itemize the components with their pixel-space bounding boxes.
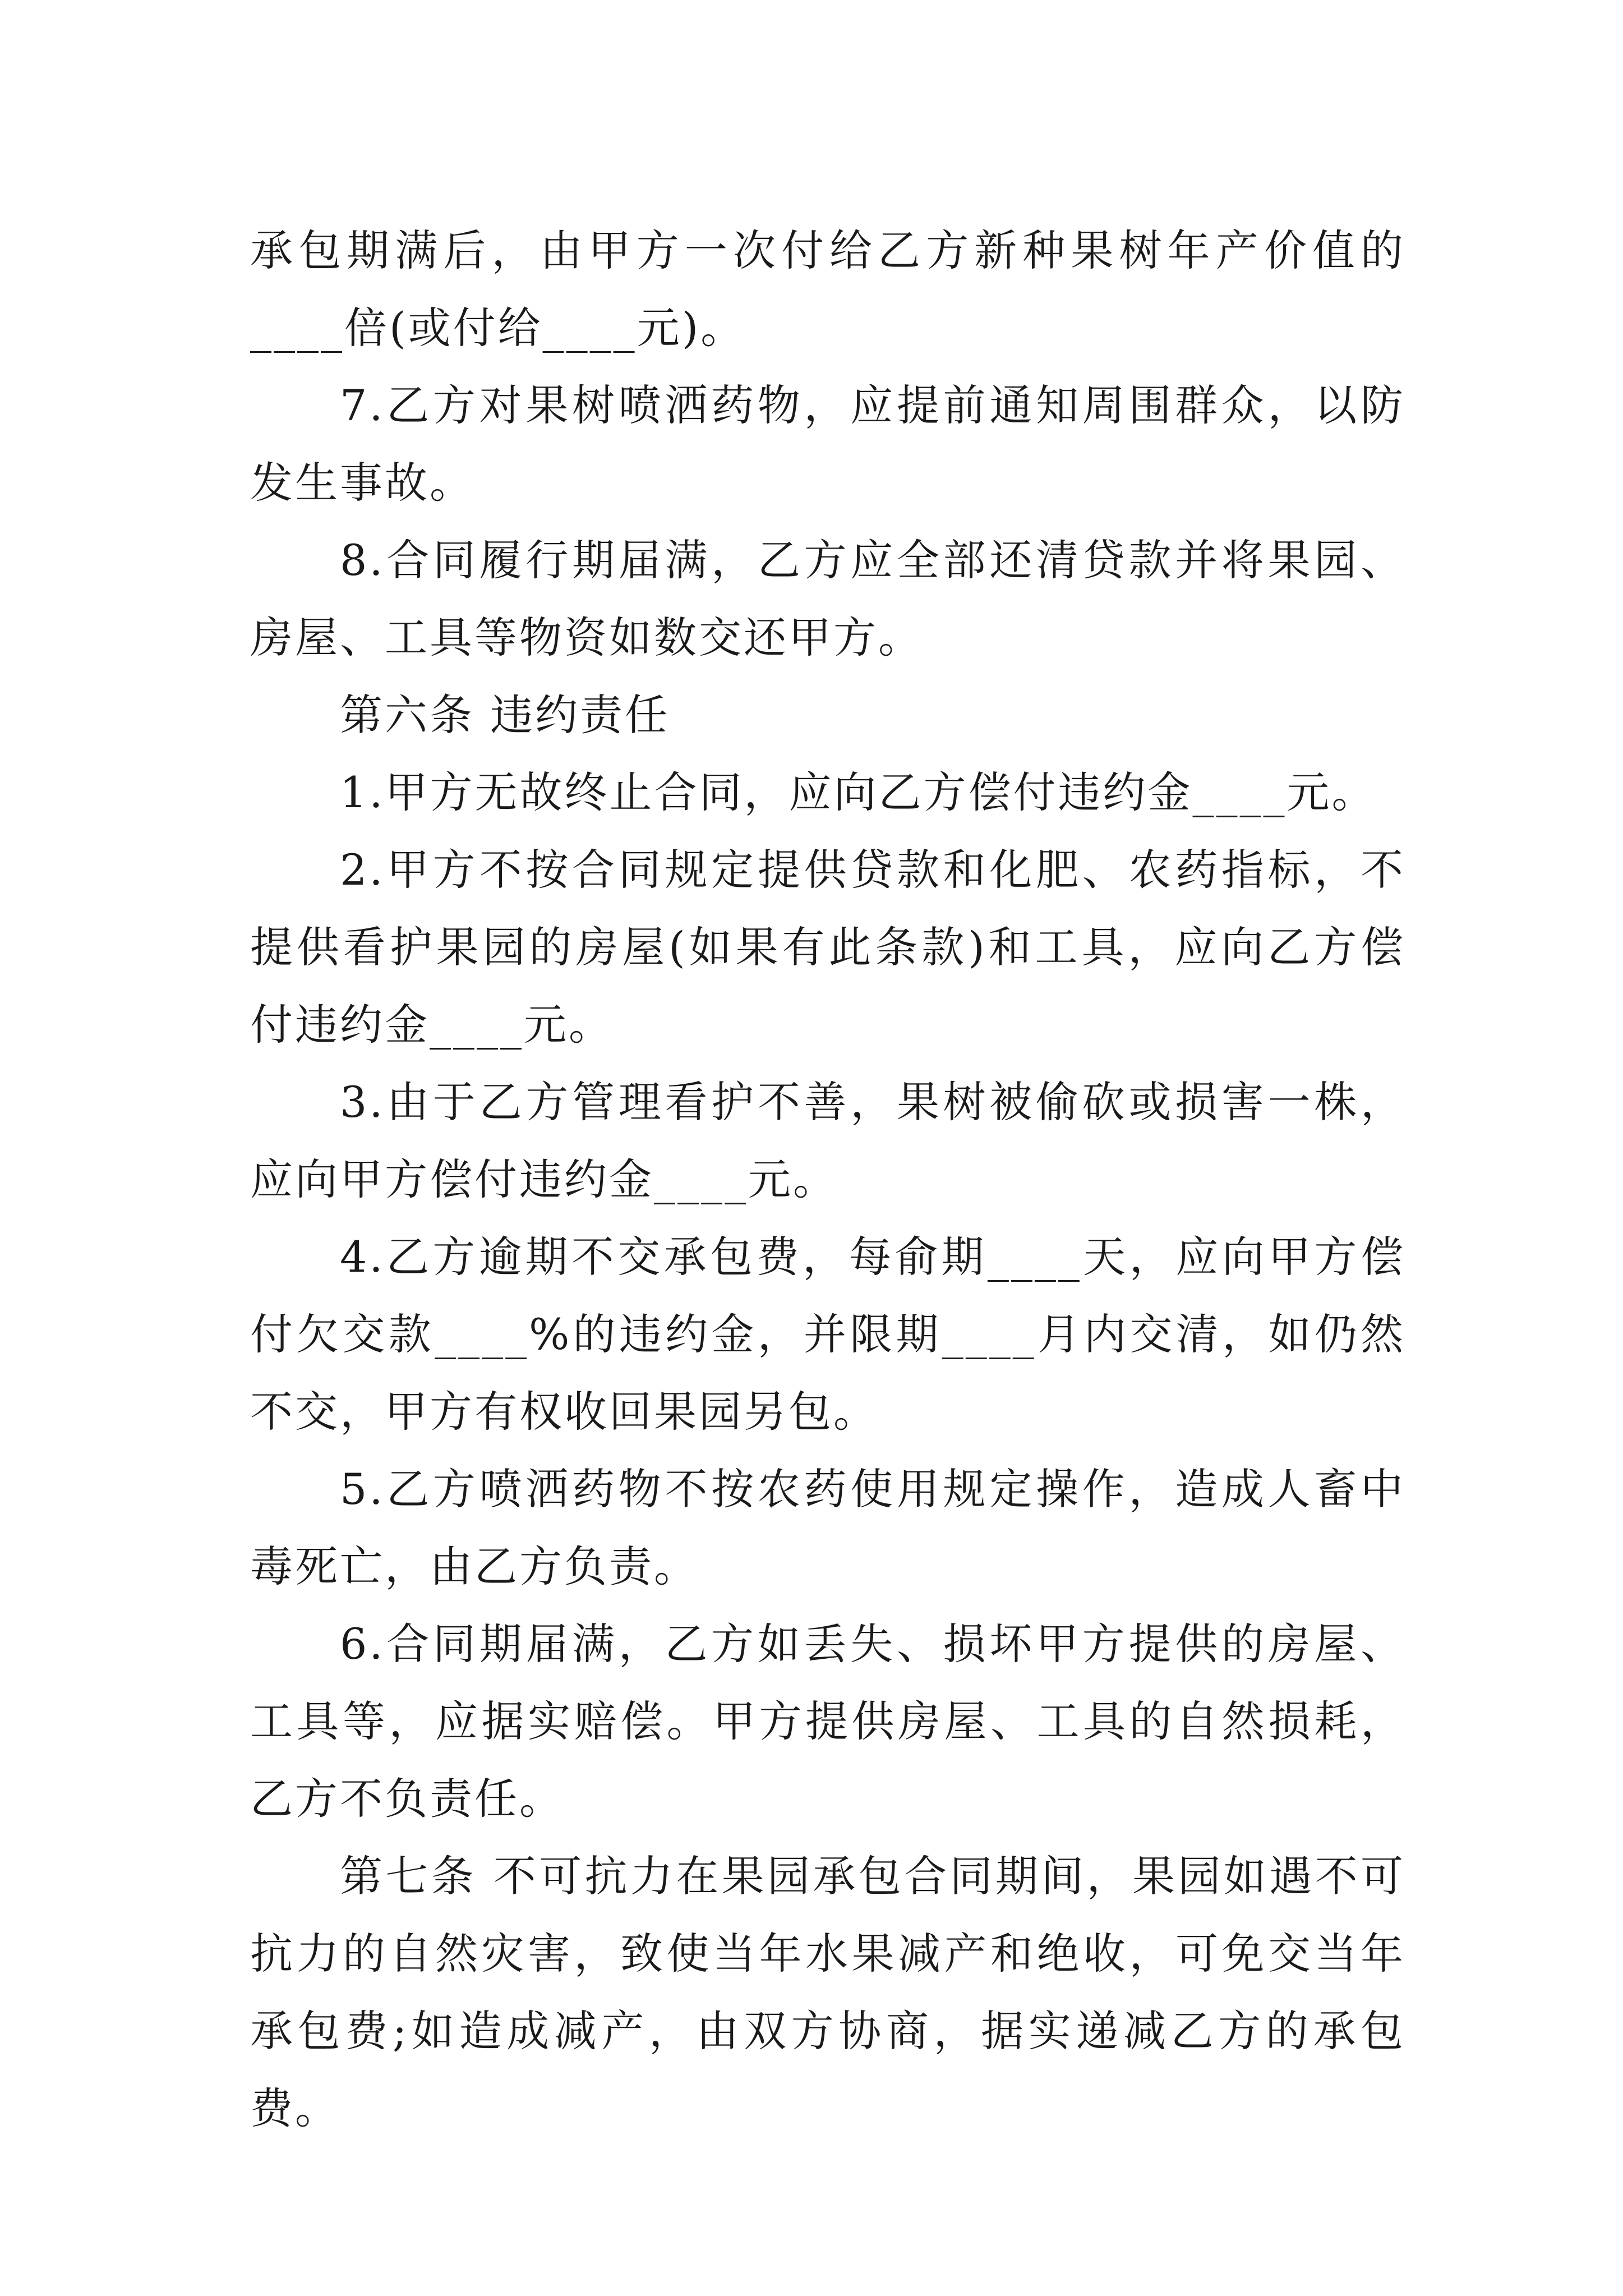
document-body: [250, 212, 1405, 2147]
paragraph-article-7: 第七条 不可抗力在果园承包合同期间，果园如遇不可抗力的自然灾害，致使当年水果减产和绝收，可免交当年承包费;如造成减产，由双方协商，据实递减乙方的承包费。: [250, 1851, 1405, 2133]
paragraph-liability-3: 3.由于乙方管理看护不善，果树被偷砍或损害一株，应向甲方偿付违约金____元。: [250, 1077, 1405, 1204]
paragraph-liability-5: 5.乙方喷洒药物不按农药使用规定操作，造成人畜中毒死亡，由乙方负责。: [250, 1464, 1405, 1591]
paragraph-liability-4: 4.乙方逾期不交承包费，每俞期____天，应向甲方偿付欠交款____%的违约金，并限期____月内交清，如仍然不交，甲方有权收回果园另包。: [250, 1232, 1405, 1437]
section-heading-article-6: 第六条 违约责任: [340, 690, 670, 740]
paragraph-continuation: 承包期满后，由甲方一次付给乙方新种果树年产价值的____倍(或付给____元)。: [250, 226, 1405, 353]
paragraph-liability-2: 2.甲方不按合同规定提供贷款和化肥、农药指标，不提供看护果园的房屋(如果有此条款)和工具，应向乙方偿付违约金____元。: [250, 845, 1405, 1050]
paragraph-item-7: 7.乙方对果树喷洒药物，应提前通知周围群众，以防发生事故。: [250, 380, 1405, 508]
paragraph-item-8: 8.合同履行期届满，乙方应全部还清贷款并将果园、房屋、工具等物资如数交还甲方。: [250, 535, 1405, 662]
paragraph-liability-6: 6.合同期届满，乙方如丢失、损坏甲方提供的房屋、工具等，应据实赔偿。甲方提供房屋、工具的自然损耗，乙方不负责任。: [250, 1619, 1405, 1824]
paragraph-liability-1: 1.甲方无故终止合同，应向乙方偿付违约金____元。: [340, 767, 1377, 817]
